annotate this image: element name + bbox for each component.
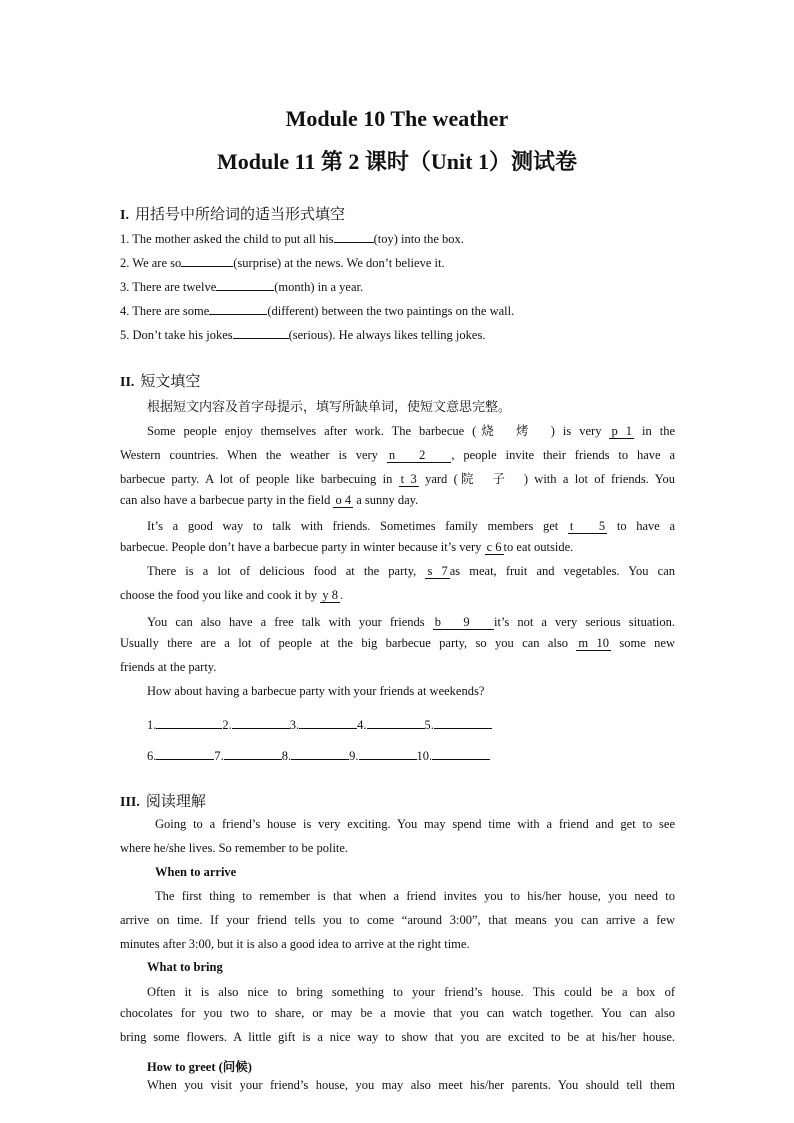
- answer-label: 5.: [424, 718, 434, 732]
- passage-line: [120, 588, 675, 603]
- section-2-heading: [120, 370, 200, 391]
- passage-text: a sunny day.: [356, 493, 419, 507]
- reading-line: arrive on time. If your friend tells you to come “around 3:00”, that means you can arrive a few: [120, 913, 675, 927]
- blank-5[interactable]: [233, 326, 289, 339]
- passage-text: It’s a good way to talk with friends. Sometimes family members get: [147, 519, 559, 533]
- hint-blank-10[interactable]: m 10: [578, 636, 610, 650]
- section-1-number: I.: [120, 208, 129, 223]
- answer-label: 2.: [222, 718, 232, 732]
- reading-line: minutes after 3:00, but it is also a good idea to arrive at the right time.: [120, 937, 470, 951]
- passage-line: [120, 636, 675, 651]
- section-3-heading: [120, 790, 206, 811]
- passage-text: There is a lot of delicious food at the party,: [147, 564, 417, 578]
- hint-blank-4[interactable]: o 4: [335, 493, 352, 507]
- passage-text: yard (院 子 ) with a lot of friends. You: [425, 472, 675, 486]
- hint-blank-1[interactable]: p 1: [611, 424, 632, 438]
- passage-line: [147, 564, 675, 579]
- blank-1[interactable]: [334, 230, 374, 243]
- answer-label: 4.: [357, 718, 367, 732]
- reading-line: chocolates for you two to share, or may be a movie that you can watch together. You can also: [120, 1006, 675, 1020]
- hint-blank-7[interactable]: s 7: [427, 564, 448, 578]
- section-2-instruction: 根据短文内容及首字母提示，填写所缺单词，使短文意思完整。: [147, 399, 512, 414]
- passage-text: to have a: [616, 519, 676, 533]
- answer-row-1: [147, 716, 675, 733]
- answer-blank[interactable]: [367, 716, 425, 729]
- question-3: [120, 278, 675, 295]
- passage-text: it’s not a very serious situation.: [494, 615, 675, 629]
- blank-4[interactable]: [209, 302, 267, 315]
- passage-line: [120, 540, 675, 555]
- question-1: [120, 230, 675, 247]
- question-1-text: 1. The mother asked the child to put all his: [120, 232, 334, 246]
- passage-text: .: [339, 588, 344, 602]
- answer-blank[interactable]: [224, 747, 282, 760]
- passage-line: [147, 421, 675, 439]
- reading-line: The first thing to remember is that when a friend invites you to his/her house, you need to: [155, 889, 675, 903]
- question-4-hint: (different) between the two paintings on the wall.: [267, 304, 515, 318]
- section-3-title: 阅读理解: [145, 794, 206, 810]
- passage-text: can also have a barbecue party in the field: [120, 493, 331, 507]
- answer-label: 1.: [147, 718, 157, 732]
- blank-3[interactable]: [216, 278, 274, 291]
- answer-label: 10.: [416, 749, 433, 763]
- passage-text: as meat, fruit and vegetables. You can: [449, 564, 676, 578]
- title-module-10: Module 10 The weather: [285, 106, 509, 131]
- answer-row-2: [147, 747, 675, 764]
- answer-label: 7.: [214, 749, 224, 763]
- passage-text: Usually there are a lot of people at the big barbecue party, so you can also: [120, 636, 569, 650]
- reading-line: Often it is also nice to bring something to your friend’s house. This could be a box of: [147, 985, 675, 999]
- subheading-when-to-arrive: When to arrive: [155, 865, 237, 879]
- question-4-text: 4. There are some: [120, 304, 210, 318]
- answer-blank[interactable]: [359, 747, 417, 760]
- passage-line: [147, 612, 675, 630]
- reading-line: When you visit your friend’s house, you may also meet his/her parents. You should tell them: [147, 1078, 675, 1092]
- answer-label: 9.: [349, 749, 359, 763]
- passage-text: in the: [642, 424, 676, 438]
- passage-text: to eat outside.: [503, 540, 574, 554]
- section-1-heading: [120, 203, 345, 224]
- passage-text: some new: [619, 636, 675, 650]
- passage-text: Western countries. When the weather is very: [120, 448, 378, 462]
- passage-text: barbecue party. A lot of people like barbecuing in: [120, 472, 393, 486]
- subheading-how-to-greet: How to greet (问候): [147, 1060, 252, 1074]
- question-5-hint: (serious). He always likes telling jokes.: [288, 328, 486, 342]
- answer-blank[interactable]: [232, 716, 290, 729]
- hint-blank-5[interactable]: t 5: [569, 519, 606, 533]
- answer-label: 6.: [147, 749, 157, 763]
- passage-text: barbecue. People don’t have a barbecue party in winter because it’s very: [120, 540, 482, 554]
- section-3-number: III.: [120, 795, 140, 810]
- question-2: [120, 254, 675, 271]
- question-2-text: 2. We are so: [120, 256, 182, 270]
- passage-line: [147, 516, 675, 534]
- answer-blank[interactable]: [434, 716, 492, 729]
- section-2-number: II.: [120, 375, 135, 390]
- section-2-title: 短文填空: [140, 374, 201, 390]
- answer-label: 3.: [289, 718, 300, 732]
- answer-blank[interactable]: [299, 716, 357, 729]
- reading-line: where he/she lives. So remember to be polite.: [120, 841, 349, 855]
- reading-line: Going to a friend’s house is very exciting. You may spend time with a friend and get to see: [155, 817, 675, 831]
- passage-line: [120, 469, 675, 487]
- passage-line: [120, 660, 675, 675]
- question-3-hint: (month) in a year.: [274, 280, 364, 294]
- blank-2[interactable]: [181, 254, 233, 267]
- title-module-11: Module 11 第 2 课时（Unit 1）测试卷: [217, 149, 577, 174]
- section-1-title: 用括号中所给词的适当形式填空: [134, 207, 345, 223]
- answer-blank[interactable]: [432, 747, 490, 760]
- passage-text: choose the food you like and cook it by: [120, 588, 318, 602]
- hint-blank-9[interactable]: b 9: [434, 615, 492, 629]
- hint-blank-6[interactable]: c 6: [486, 540, 502, 554]
- question-2-hint: (surprise) at the news. We don’t believe it.: [233, 256, 445, 270]
- passage-text: Some people enjoy themselves after work. The barbecue (烧 烤 ) is very: [147, 424, 602, 438]
- subheading-what-to-bring: What to bring: [147, 960, 223, 974]
- reading-line: bring some flowers. A little gift is a nice way to show that you are excited to be at his/her house.: [120, 1030, 675, 1044]
- passage-text: You can also have a free talk with your friends: [147, 615, 425, 629]
- passage-text: friends at the party.: [120, 660, 217, 674]
- passage-line: [120, 445, 675, 463]
- question-5-text: 5. Don’t take his jokes: [120, 328, 233, 342]
- answer-label: 8.: [281, 749, 292, 763]
- question-5: [120, 326, 675, 343]
- passage-text: , people invite their friends to have a: [451, 448, 675, 462]
- question-3-text: 3. There are twelve: [120, 280, 217, 294]
- hint-blank-2[interactable]: n 2: [388, 448, 450, 462]
- answer-blank[interactable]: [291, 747, 349, 760]
- hint-blank-8[interactable]: y 8: [322, 588, 338, 602]
- answer-blank[interactable]: [156, 716, 222, 729]
- question-1-hint: (toy) into the box.: [373, 232, 464, 246]
- passage-line: [120, 493, 675, 508]
- answer-blank[interactable]: [156, 747, 214, 760]
- hint-blank-3[interactable]: t 3: [400, 472, 417, 486]
- passage-closing: How about having a barbecue party with your friends at weekends?: [147, 684, 485, 698]
- question-4: [120, 302, 675, 319]
